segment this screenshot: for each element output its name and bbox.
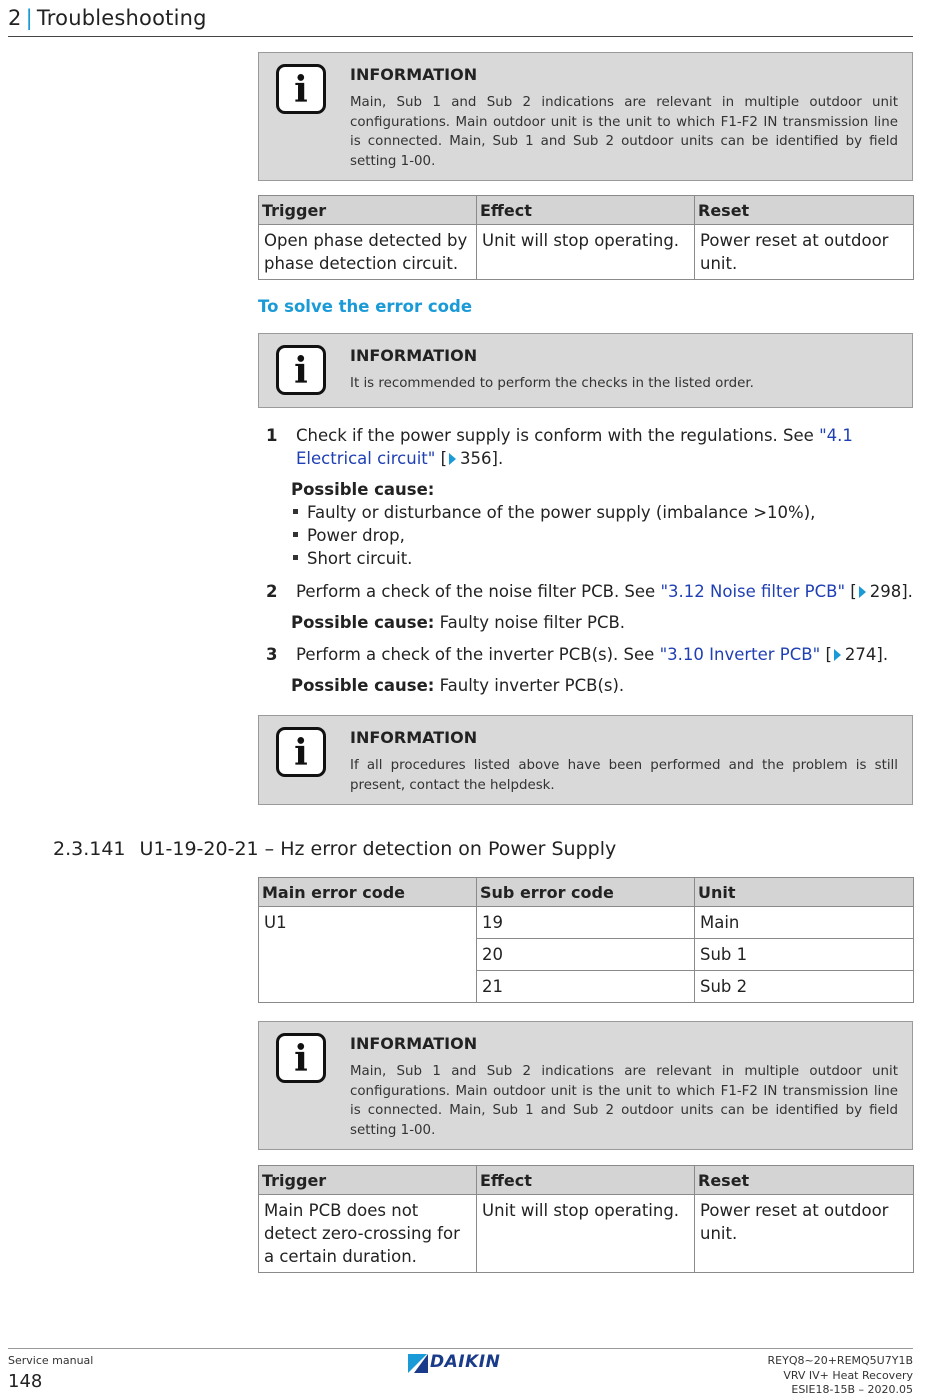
step-number: 1	[266, 426, 278, 445]
information-text: If all procedures listed above have been performed and the problem is still present, contact the helpdesk.	[350, 758, 898, 793]
information-icon: i	[276, 1033, 326, 1083]
information-icon: i	[276, 345, 326, 395]
trigger-cell: Open phase detected by phase detection circuit.	[259, 225, 477, 280]
logo-wordmark: DAIKIN	[430, 1352, 501, 1372]
effect-cell: Unit will stop operating.	[477, 225, 695, 280]
section-number: 2.3.141	[53, 838, 126, 860]
step-text: Perform a check of the inverter PCB(s). See "3.10 Inverter PCB" [ 274].	[296, 645, 889, 664]
chapter-number: 2	[8, 6, 22, 30]
column-header: Sub error code	[477, 878, 695, 907]
step-number: 3	[266, 645, 278, 664]
step-number: 2	[266, 582, 278, 601]
footer-doc-code: ESIE18-15B – 2020.05	[791, 1383, 913, 1394]
page-reference: 298	[869, 582, 902, 601]
reset-cell: Power reset at outdoor unit.	[695, 225, 914, 280]
step-text: Check if the power supply is conform with the regulations. See "4.1 Electrical circuit" [ 356].	[296, 426, 853, 468]
cross-reference-link[interactable]: "4.1 Electrical circuit"	[296, 426, 853, 468]
information-title: INFORMATION	[350, 728, 478, 747]
possible-cause: Possible cause: Faulty inverter PCB(s).	[291, 676, 625, 695]
footer-models: REYQ8~20+REMQ5U7Y1B	[767, 1354, 913, 1367]
page-header	[8, 6, 913, 37]
sub-error-code-cell: 19	[477, 907, 695, 939]
effect-cell: Unit will stop operating.	[477, 1195, 695, 1273]
footer-product: VRV IV+ Heat Recovery	[783, 1368, 913, 1382]
trigger-table	[258, 195, 914, 280]
sub-error-code-cell: 21	[477, 971, 695, 1003]
table-row	[259, 1195, 914, 1273]
possible-cause: Possible cause: Faulty noise filter PCB.	[291, 613, 626, 632]
information-title: INFORMATION	[350, 65, 478, 84]
main-error-code-cell: U1	[259, 907, 477, 1003]
information-text: It is recommended to perform the checks in the listed order.	[350, 376, 754, 391]
column-header: Trigger	[259, 196, 477, 225]
trigger-cell: Main PCB does not detect zero-crossing for a certain duration.	[259, 1195, 477, 1273]
bullet-icon	[293, 509, 298, 514]
information-icon: i	[276, 727, 326, 777]
trigger-table	[258, 1165, 914, 1273]
table-row	[259, 225, 914, 280]
information-box	[258, 52, 913, 181]
column-header: Effect	[477, 196, 695, 225]
bullet-icon	[293, 555, 298, 560]
page-reference: 356	[460, 449, 492, 468]
information-box	[258, 715, 913, 805]
page-reference: 274	[844, 645, 877, 664]
information-box	[258, 333, 913, 408]
list-item: Faulty or disturbance of the power supply (imbalance >10%),	[291, 501, 815, 524]
table-row	[259, 907, 914, 939]
footer-doc-type: Service manual	[8, 1354, 94, 1367]
information-text: Main, Sub 1 and Sub 2 indications are relevant in multiple outdoor unit configurations. Main outdoor unit is the unit to which F1-F2 IN transmission line is connected. Main, Sub 1 and Sub 2 outdoor units can be identified by field setting 1-00.	[350, 1064, 898, 1138]
possible-cause-label: Possible cause:	[291, 480, 435, 499]
section-title: U1-19-20-21 – Hz error detection on Power Supply	[139, 838, 617, 860]
step-text: Perform a check of the noise filter PCB. See "3.12 Noise filter PCB" [ 298].	[296, 582, 913, 601]
column-header: Trigger	[259, 1166, 477, 1195]
section-heading	[53, 838, 616, 860]
header-separator: |	[25, 6, 33, 30]
cross-reference-link[interactable]: "3.12 Noise filter PCB"	[660, 582, 846, 601]
unit-cell: Sub 1	[695, 939, 914, 971]
page-arrow-icon	[449, 453, 456, 465]
information-text: Main, Sub 1 and Sub 2 indications are relevant in multiple outdoor unit configurations. Main outdoor unit is the unit to which F1-F2 IN transmission line is connected. Main, Sub 1 and Sub 2 outdoor units can be identified by field setting 1-00.	[350, 95, 898, 169]
column-header: Unit	[695, 878, 914, 907]
cross-reference-link[interactable]: "3.10 Inverter PCB"	[659, 645, 821, 664]
sub-error-code-cell: 20	[477, 939, 695, 971]
daikin-logo	[408, 1352, 512, 1376]
column-header: Main error code	[259, 878, 477, 907]
column-header: Effect	[477, 1166, 695, 1195]
unit-cell: Sub 2	[695, 971, 914, 1003]
unit-cell: Main	[695, 907, 914, 939]
page-number: 148	[8, 1371, 43, 1392]
chapter-title: Troubleshooting	[36, 6, 207, 30]
column-header: Reset	[695, 1166, 914, 1195]
logo-mark-icon	[414, 1354, 428, 1373]
information-title: INFORMATION	[350, 1034, 478, 1053]
information-icon: i	[276, 64, 326, 114]
solve-heading: To solve the error code	[258, 297, 473, 316]
list-item: Short circuit.	[291, 547, 412, 570]
error-code-table	[258, 877, 914, 1003]
page-arrow-icon	[859, 586, 866, 598]
footer-doc-info	[768, 1354, 913, 1394]
page-arrow-icon	[834, 649, 841, 661]
column-header: Reset	[695, 196, 914, 225]
bullet-icon	[293, 532, 298, 537]
footer-divider	[8, 1348, 913, 1349]
information-box	[258, 1021, 913, 1150]
list-item: Power drop,	[291, 524, 405, 547]
reset-cell: Power reset at outdoor unit.	[695, 1195, 914, 1273]
information-title: INFORMATION	[350, 346, 478, 365]
